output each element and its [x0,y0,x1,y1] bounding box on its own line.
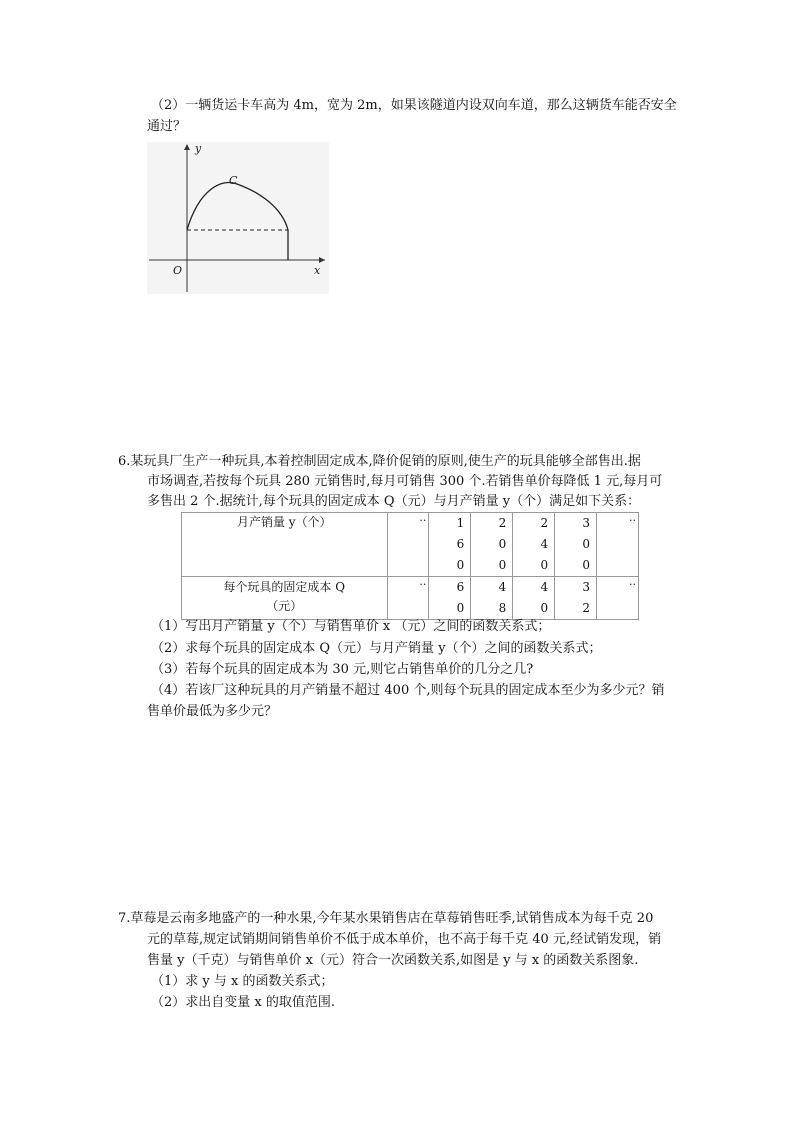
table-cell: 3 2 [555,577,597,620]
q5-part2-line1: （2）一辆货运卡车高为 4m，宽为 2m，如果该隧道内设双向车道，那么这辆货车能否安全 [151,98,677,113]
q6-data-table [181,512,639,620]
table-row-cost [182,577,639,620]
row-sales-dots-left: ·· [387,513,429,577]
y-axis-label: y [195,142,202,155]
tunnel-figure [147,142,329,294]
q7-intro-line1: 7.草莓是云南多地盛产的一种水果,今年某水果销售店在草莓销售旺季,试销售成本为每千克 20 [118,911,654,926]
q6-part3: （3）若每个玩具的固定成本为 30 元,则它占销售单价的几分之几? [151,662,534,677]
q7-intro-line3: 售量 y（千克）与销售单价 x（元）符合一次函数关系,如图是 y 与 x 的函数关系图象. [147,953,639,968]
table-cell: 6 0 [429,577,471,620]
curve-label: C [229,174,238,187]
q6-part4-line2: 售单价最低为多少元？ [147,704,278,719]
row-sales-dots-right: ·· [597,513,639,577]
row-cost-dots-left: ·· [387,577,429,620]
q7-part2: （2）求出自变量 x 的取值范围. [151,995,335,1010]
table-cell: 1 6 0 [429,513,471,577]
table-row-sales [182,513,639,577]
q6-intro-line1: 6.某玩具厂生产一种玩具,本着控制固定成本,降价促销的原则,使生产的玩具能够全部售出.据 [118,454,641,469]
q6-part4-line1: （4）若该厂这种玩具的月产销量不超过 400 个,则每个玩具的固定成本至少为多少元？销 [151,683,665,698]
table-cell: 3 0 0 [555,513,597,577]
table-cell: 2 0 0 [471,513,513,577]
row-sales-header: 月产销量 y（个） [182,513,388,577]
row-cost-dots-right: ·· [597,577,639,620]
table-cell: 4 0 [513,577,555,620]
q6-intro-line2: 市场调查,若按每个玩具 280 元销售时,每月可销售 300 个.若销售单价每降低 1 元,每月可 [147,474,663,489]
table-cell: 2 4 0 [513,513,555,577]
table-cell: 4 8 [471,577,513,620]
tunnel-diagram [147,142,329,294]
q7-intro-line2: 元的草莓,规定试销期间销售单价不低于成本单价，也不高于每千克 40 元,经试销发现，销 [147,932,662,947]
row-cost-header: 每个玩具的固定成本 Q （元） [182,577,388,620]
q6-part2: （2）求每个玩具的固定成本 Q（元）与月产销量 y（个）之间的函数关系式； [151,641,602,656]
x-axis-label: x [314,264,321,277]
q7-part1: （1）求 y 与 x 的函数关系式； [151,974,334,989]
q5-part2-line2: 通过？ [147,119,187,134]
q6-intro-line3: 多售出 2 个.据统计,每个玩具的固定成本 Q（元）与月产销量 y（个）满足如下关系： [147,494,641,509]
q6-part1: （1）写出月产销量 y（个）与销售单价 x （元）之间的函数关系式； [151,619,551,634]
origin-label: O [173,264,183,277]
